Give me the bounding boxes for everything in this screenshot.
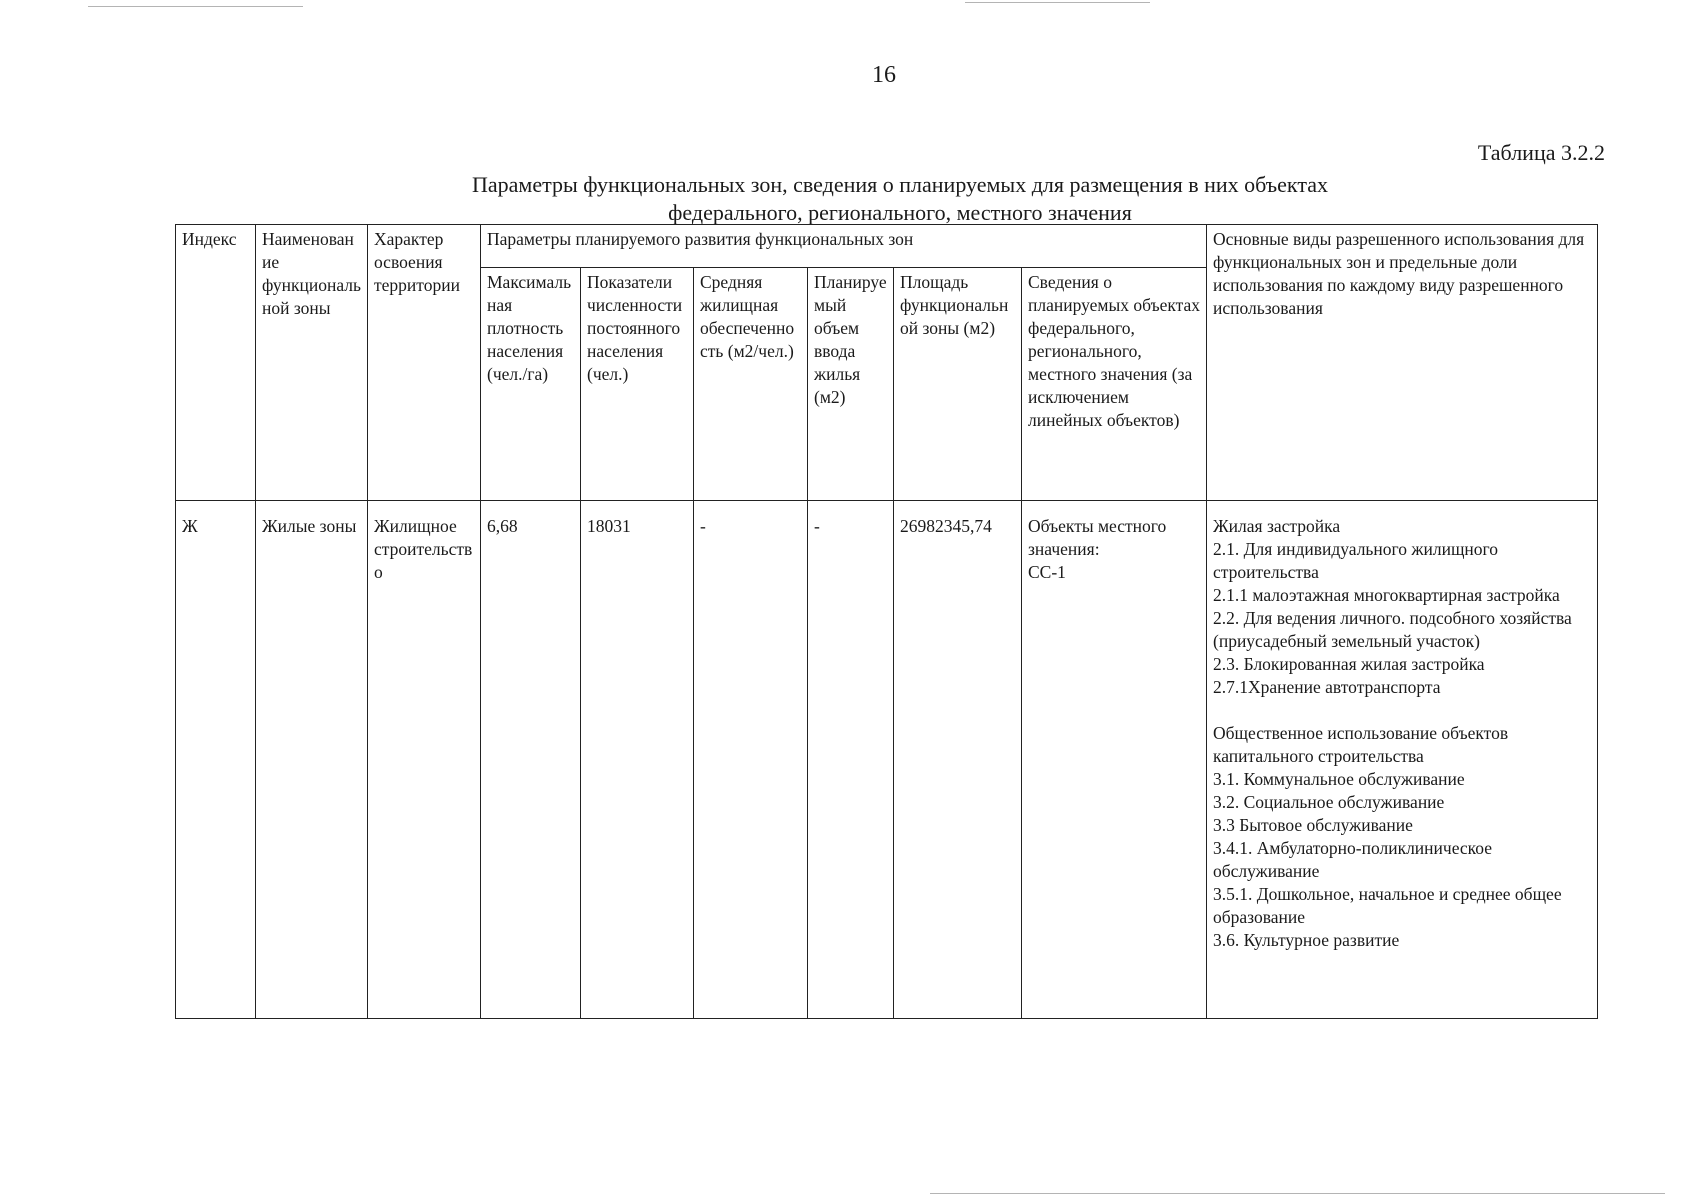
cell-housing-volume: - xyxy=(808,501,894,1019)
header-params-group: Параметры планируемого развития функциональных зон xyxy=(481,225,1207,268)
header-planned-objects: Сведения о планируемых объектах федерального, регионального, местного значения (за исключением линейных объектов) xyxy=(1022,268,1207,501)
header-index: Индекс xyxy=(176,225,256,501)
scan-artifact-top xyxy=(965,2,1150,3)
cell-permitted-use xyxy=(1207,501,1598,1019)
header-population: Показатели численности постоянного населения (чел.) xyxy=(581,268,694,501)
page-number: 16 xyxy=(872,62,896,88)
scan-artifact-top xyxy=(88,6,303,7)
cell-planned-objects: Объекты местного значения: СС-1 xyxy=(1022,501,1207,1019)
permitted-use-public: Общественное использование объектов капитального строительства 3.1. Коммунальное обслуживание 3.2. Социальное обслуживание 3.3 Бытовое обслуживание 3.4.1. Амбулаторно-поликлиническое обслуживание 3.5.1. Дошкольное, начальное и среднее общее образование 3.6. Культурное развитие xyxy=(1213,723,1562,950)
header-max-density: Максимальная плотность населения (чел./га) xyxy=(481,268,581,501)
cell-max-density: 6,68 xyxy=(481,501,581,1019)
table-label: Таблица 3.2.2 xyxy=(1477,140,1605,165)
header-housing-volume: Планируемый объем ввода жилья (м2) xyxy=(808,268,894,501)
zone-parameters-table xyxy=(175,224,1598,1019)
header-zone-name: Наименование функциональной зоны xyxy=(256,225,368,501)
permitted-use-residential: Жилая застройка 2.1. Для индивидуального жилищного строительства 2.1.1 малоэтажная многоквартирная застройка 2.2. Для ведения личного. подсобного хозяйства (приусадебный земельный участок) 2.3. Блокированная жилая застройка 2.7.1Хранение автотранспорта xyxy=(1213,516,1572,697)
cell-zone-name: Жилые зоны xyxy=(256,501,368,1019)
cell-housing-provision: - xyxy=(694,501,808,1019)
spacer xyxy=(1213,699,1592,722)
cell-population: 18031 xyxy=(581,501,694,1019)
table-row xyxy=(176,501,1598,1019)
header-row xyxy=(176,225,1598,268)
scan-artifact-bottom xyxy=(930,1193,1665,1194)
header-permitted-use: Основные виды разрешенного использования для функциональных зон и предельные доли использования по каждому виду разрешенного использования xyxy=(1207,225,1598,501)
header-territory-type: Характер освоения территории xyxy=(368,225,481,501)
cell-territory-type: Жилищное строительство xyxy=(368,501,481,1019)
cell-zone-area: 26982345,74 xyxy=(894,501,1022,1019)
header-zone-area: Площадь функциональной зоны (м2) xyxy=(894,268,1022,501)
cell-index: Ж xyxy=(176,501,256,1019)
header-housing-provision: Средняя жилищная обеспеченность (м2/чел.) xyxy=(694,268,808,501)
table-title: Параметры функциональных зон, сведения о планируемых для размещения в них объектах федерального, регионального, местного значения xyxy=(472,172,1328,225)
